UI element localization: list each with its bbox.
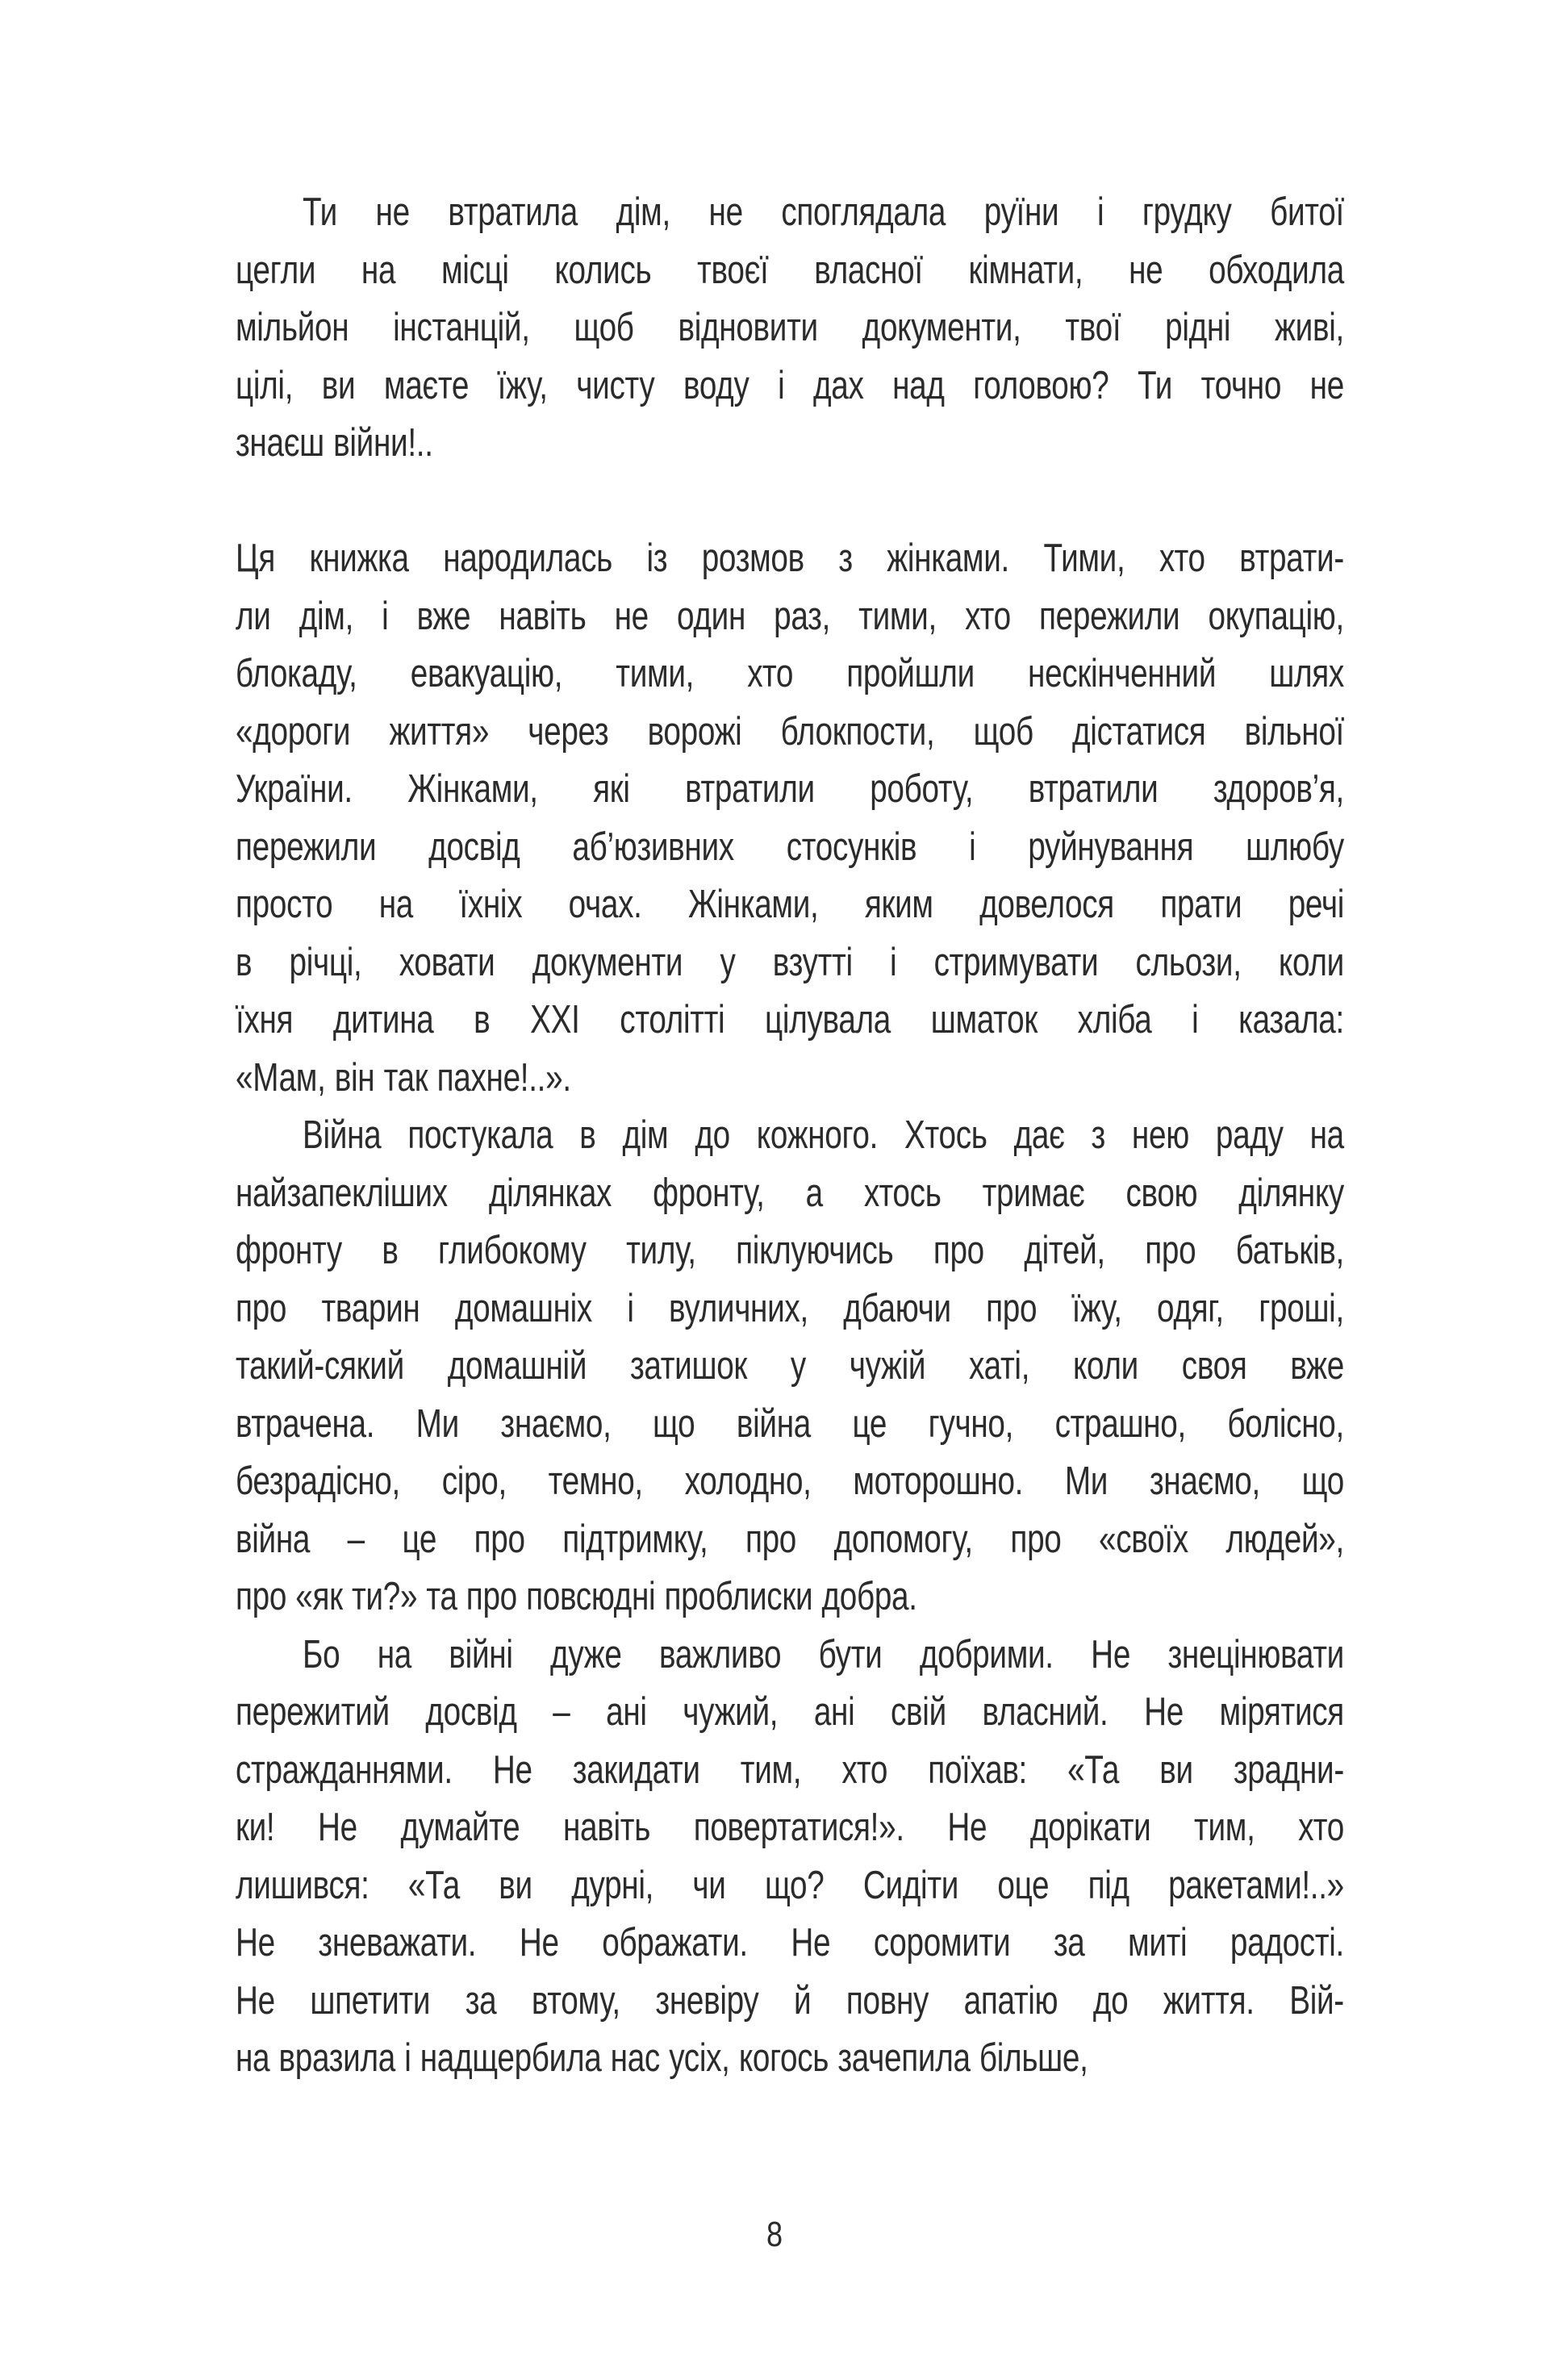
text-line: Війна постукала в дім до кожного. Хтось дає з нею раду на: [303, 1113, 1344, 1157]
page-number: 8: [766, 2215, 783, 2254]
text-line: пережили досвід аб’юзивних стосунків і руйнування шлюбу: [236, 825, 1344, 869]
text-line: мільйон інстанцій, щоб відновити документи, твої рідні живі,: [236, 306, 1344, 349]
text-line: найзапекліших ділянках фронту, а хтось тримає свою ділянку: [236, 1171, 1344, 1215]
text-line: цегли на місці колись твоєї власної кімнати, не обходила: [236, 248, 1344, 292]
text-line: війна – це про підтримку, про допомогу, про «своїх людей»,: [236, 1517, 1344, 1561]
text-line: знаєш війни!..: [236, 421, 433, 465]
text-line: лишився: «Та ви дурні, чи що? Сидіти оце під ракетами!..»: [236, 1863, 1344, 1907]
paragraph: [236, 1626, 1344, 2088]
text-line: Не шпетити за втому, зневіру й повну апатію до життя. Вій-: [236, 1978, 1344, 2023]
text-line: просто на їхніх очах. Жінками, яким довелося прати речі: [236, 883, 1344, 926]
text-line: втрачена. Ми знаємо, що війна це гучно, страшно, болісно,: [236, 1401, 1344, 1446]
text-line: безрадісно, сіро, темно, холодно, моторошно. Ми знаємо, що: [236, 1459, 1344, 1503]
text-line: на вразила і надщербила нас усіх, когось зачепила більше,: [236, 2036, 1088, 2080]
text-line: в річці, ховати документи у взутті і стримувати сльози, коли: [236, 940, 1344, 984]
body-text: [236, 184, 1344, 2088]
text-line: цілі, ви маєте їжу, чисту воду і дах над головою? Ти точно не: [236, 363, 1344, 407]
text-line: пережитий досвід – ані чужий, ані свій власний. Не мірятися: [236, 1690, 1344, 1734]
text-line: ли дім, і вже навіть не один раз, тими, хто пережили окупацію,: [236, 594, 1344, 638]
text-line: про «як ти?» та про повсюдні проблиски добра.: [236, 1575, 917, 1618]
text-line: «Мам, він так пахне!..».: [236, 1055, 571, 1100]
text-line: Ця книжка народилась із розмов з жінками. Тими, хто втрати-: [236, 537, 1344, 580]
text-line: про тварин домашніх і вуличних, дбаючи про їжу, одяг, гроші,: [236, 1286, 1344, 1330]
text-line: Ти не втратила дім, не споглядала руїни і грудку битої: [303, 190, 1344, 234]
text-line: блокаду, евакуацію, тими, хто пройшли нескінченний шлях: [236, 652, 1344, 695]
text-line: Бо на війні дуже важливо бути добрими. Не знецінювати: [303, 1632, 1344, 1676]
paragraph: [236, 1107, 1344, 1626]
text-line: такий-сякий домашній затишок у чужій хаті, коли своя вже: [236, 1344, 1344, 1388]
text-line: стражданнями. Не закидати тим, хто поїхав: «Та ви зрадни-: [236, 1747, 1344, 1792]
text-line: «дороги життя» через ворожі блокпости, щоб дістатися вільної: [236, 709, 1344, 754]
paragraph: [236, 184, 1344, 473]
text-line: фронту в глибокому тилу, піклуючись про дітей, про батьків,: [236, 1229, 1344, 1272]
paragraph: [236, 530, 1344, 1107]
text-line: Не зневажати. Не ображати. Не соромити за миті радості.: [236, 1921, 1344, 1965]
text-line: їхня дитина в ХХІ столітті цілувала шматок хліба і казала:: [236, 998, 1344, 1042]
text-line: України. Жінками, які втратили роботу, втратили здоров’я,: [236, 767, 1344, 811]
text-line: ки! Не думайте навіть повертатися!». Не дорікати тим, хто: [236, 1806, 1344, 1849]
